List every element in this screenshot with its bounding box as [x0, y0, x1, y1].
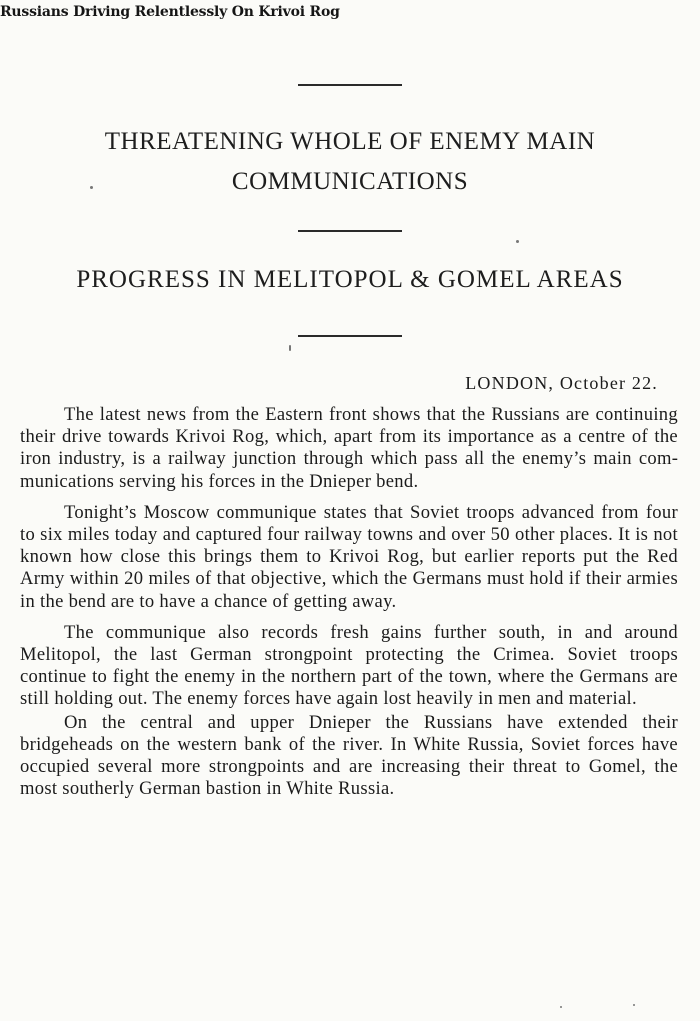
article-paragraph: On the central and upper Dnieper the Russians have extended their bridgeheads on the western bank of the river. In White Russia, Soviet forces have occupied several more strongpoints and are increasing their threat to Gomel, the most southerly German bastion in White Russia.	[20, 711, 678, 800]
dateline: LONDON, October 22.	[465, 373, 658, 393]
print-speck	[516, 240, 519, 243]
print-speck	[289, 345, 291, 351]
print-speck	[560, 1006, 562, 1008]
article-paragraph: The communique also records fresh gains further south, in and around Melitopol, the last German strongpoint protecting the Crimea. Soviet troops continue to fight the enemy in the northern part of the town, where the Germans are still holding out. The enemy forces have again lost heavily in men and material.	[20, 621, 678, 710]
article-paragraph: Tonight’s Moscow communique states that Soviet troops advanced from four to six miles today and captured four railway towns and over 50 other places. It is not known how close this brings them to Krivoi Rog, but earlier reports put the Red Army within 20 miles of that objective, which the Germans must hold if their armies in the bend are to have a chance of getting away.	[20, 501, 678, 612]
divider-rule-1	[298, 84, 402, 86]
subheadline-secondary: PROGRESS IN MELITOPOL & GOMEL AREAS	[76, 266, 624, 293]
headline: Russians Driving Relentlessly On Krivoi Rog	[0, 4, 340, 20]
print-speck	[633, 1004, 635, 1006]
article-paragraph: The latest news from the Eastern front shows that the Russians are continuing their drive towards Krivoi Rog, which, apart from its importance as a centre of the iron industry, is a railway junction through which pass all the enemy’s main communications serving his forces in the Dnieper bend.	[20, 404, 678, 492]
divider-rule-3	[298, 335, 402, 337]
print-speck	[90, 186, 93, 189]
subheadline-primary: THREATENING WHOLE OF ENEMY MAIN COMMUNICATIONS	[104, 128, 596, 195]
divider-rule-2	[298, 230, 402, 232]
article-body	[20, 404, 678, 809]
